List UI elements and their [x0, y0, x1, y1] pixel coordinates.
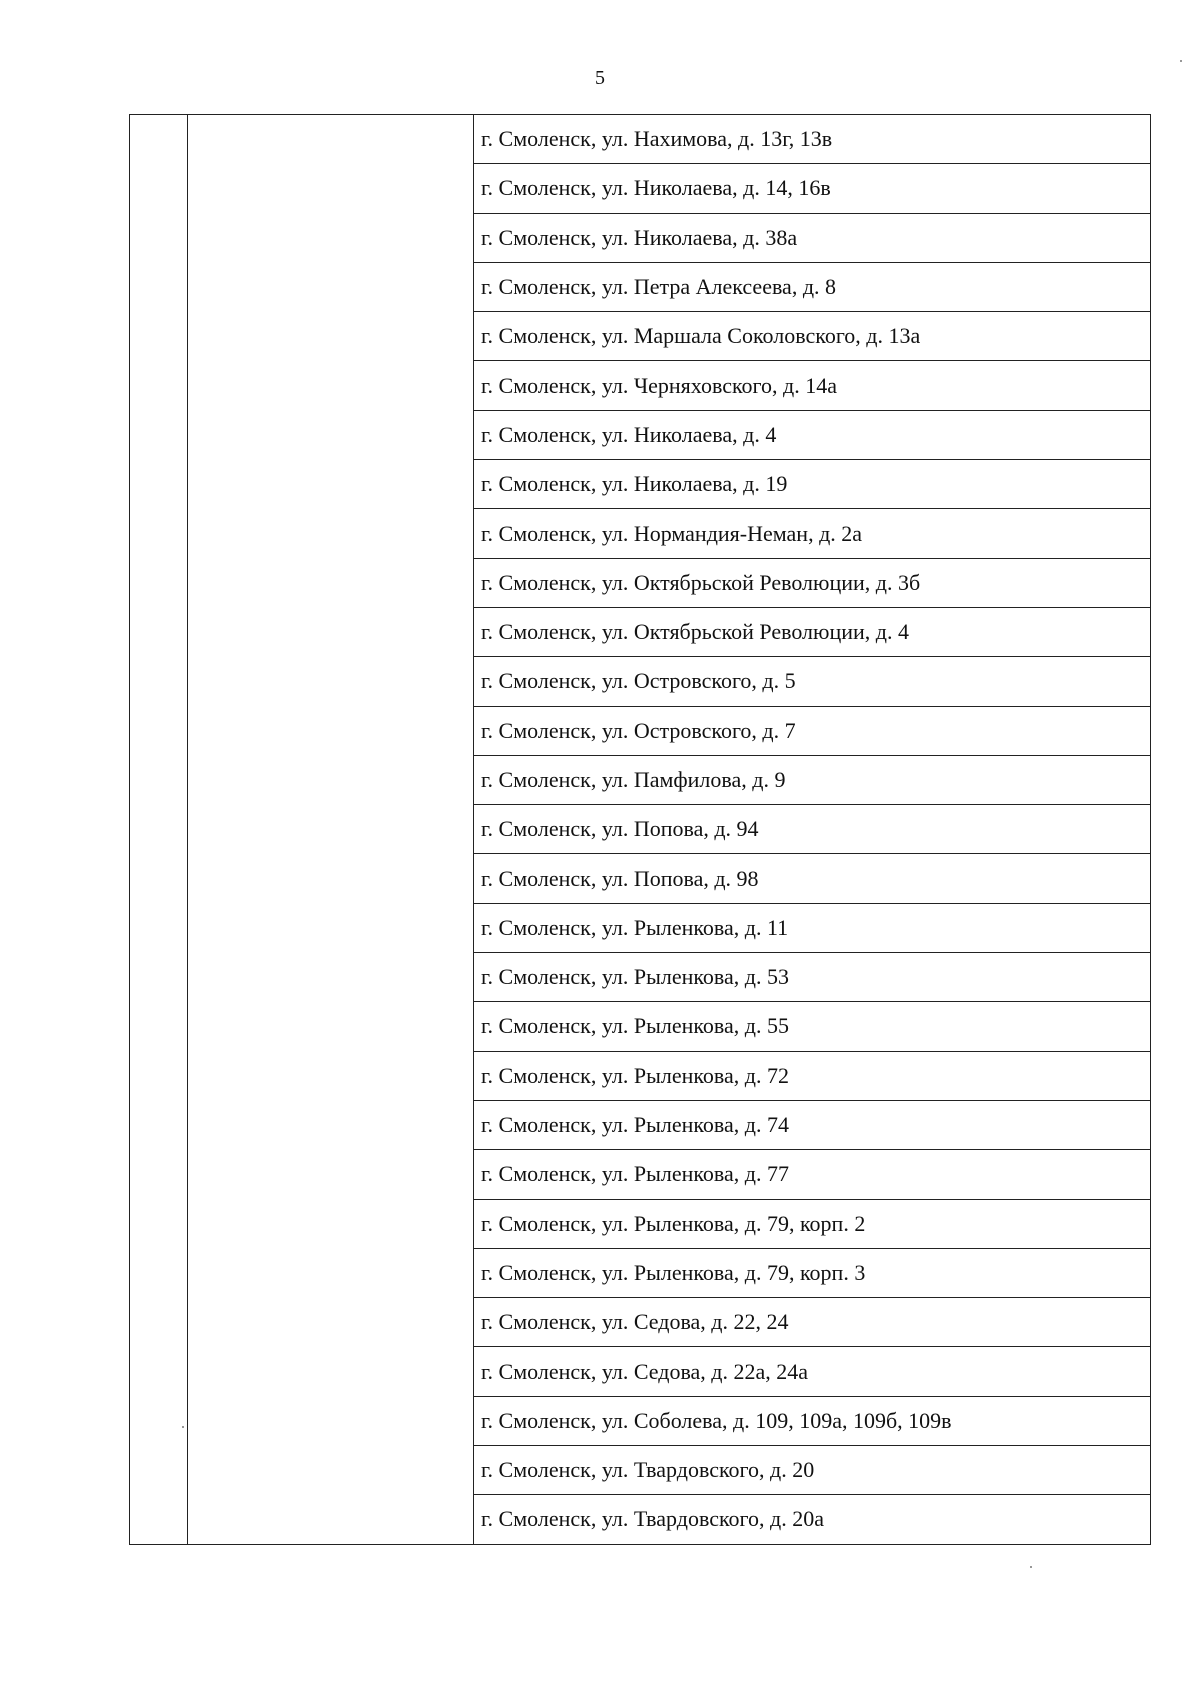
number-column-cell	[130, 115, 188, 1545]
address-cell: г. Смоленск, ул. Рыленкова, д. 72	[474, 1051, 1151, 1100]
address-cell: г. Смоленск, ул. Николаева, д. 38а	[474, 213, 1151, 262]
address-cell: г. Смоленск, ул. Нахимова, д. 13г, 13в	[474, 115, 1151, 164]
address-cell: г. Смоленск, ул. Рыленкова, д. 55	[474, 1002, 1151, 1051]
address-cell: г. Смоленск, ул. Октябрьской Революции, д. 4	[474, 607, 1151, 656]
address-cell: г. Смоленск, ул. Рыленкова, д. 79, корп. 2	[474, 1199, 1151, 1248]
address-cell: г. Смоленск, ул. Седова, д. 22, 24	[474, 1298, 1151, 1347]
address-cell: г. Смоленск, ул. Рыленкова, д. 11	[474, 903, 1151, 952]
page-number: 5	[595, 67, 605, 89]
address-cell: г. Смоленск, ул. Николаева, д. 4	[474, 410, 1151, 459]
table-row	[130, 115, 1151, 164]
address-cell: г. Смоленск, ул. Памфилова, д. 9	[474, 755, 1151, 804]
address-cell: г. Смоленск, ул. Соболева, д. 109, 109а, 109б, 109в	[474, 1396, 1151, 1445]
address-cell: г. Смоленск, ул. Твардовского, д. 20а	[474, 1495, 1151, 1544]
address-cell: г. Смоленск, ул. Рыленкова, д. 77	[474, 1150, 1151, 1199]
address-cell: г. Смоленск, ул. Попова, д. 98	[474, 854, 1151, 903]
address-cell: г. Смоленск, ул. Петра Алексеева, д. 8	[474, 262, 1151, 311]
address-cell: г. Смоленск, ул. Рыленкова, д. 79, корп. 3	[474, 1248, 1151, 1297]
name-column-cell	[188, 115, 474, 1545]
address-cell: г. Смоленск, ул. Седова, д. 22а, 24а	[474, 1347, 1151, 1396]
address-table-body	[130, 115, 1151, 1545]
address-cell: г. Смоленск, ул. Октябрьской Революции, д. 3б	[474, 558, 1151, 607]
address-cell: г. Смоленск, ул. Маршала Соколовского, д. 13а	[474, 312, 1151, 361]
address-table	[129, 114, 1151, 1545]
address-cell: г. Смоленск, ул. Николаева, д. 19	[474, 460, 1151, 509]
address-cell: г. Смоленск, ул. Рыленкова, д. 53	[474, 953, 1151, 1002]
scan-speck	[1030, 1566, 1032, 1568]
address-cell: г. Смоленск, ул. Твардовского, д. 20	[474, 1446, 1151, 1495]
address-cell: г. Смоленск, ул. Островского, д. 5	[474, 657, 1151, 706]
address-cell: г. Смоленск, ул. Николаева, д. 14, 16в	[474, 164, 1151, 213]
address-cell: г. Смоленск, ул. Черняховского, д. 14а	[474, 361, 1151, 410]
scan-speck	[182, 1426, 184, 1428]
address-cell: г. Смоленск, ул. Рыленкова, д. 74	[474, 1100, 1151, 1149]
scan-speck	[1180, 60, 1182, 62]
address-cell: г. Смоленск, ул. Попова, д. 94	[474, 805, 1151, 854]
address-cell: г. Смоленск, ул. Нормандия-Неман, д. 2а	[474, 509, 1151, 558]
address-cell: г. Смоленск, ул. Островского, д. 7	[474, 706, 1151, 755]
